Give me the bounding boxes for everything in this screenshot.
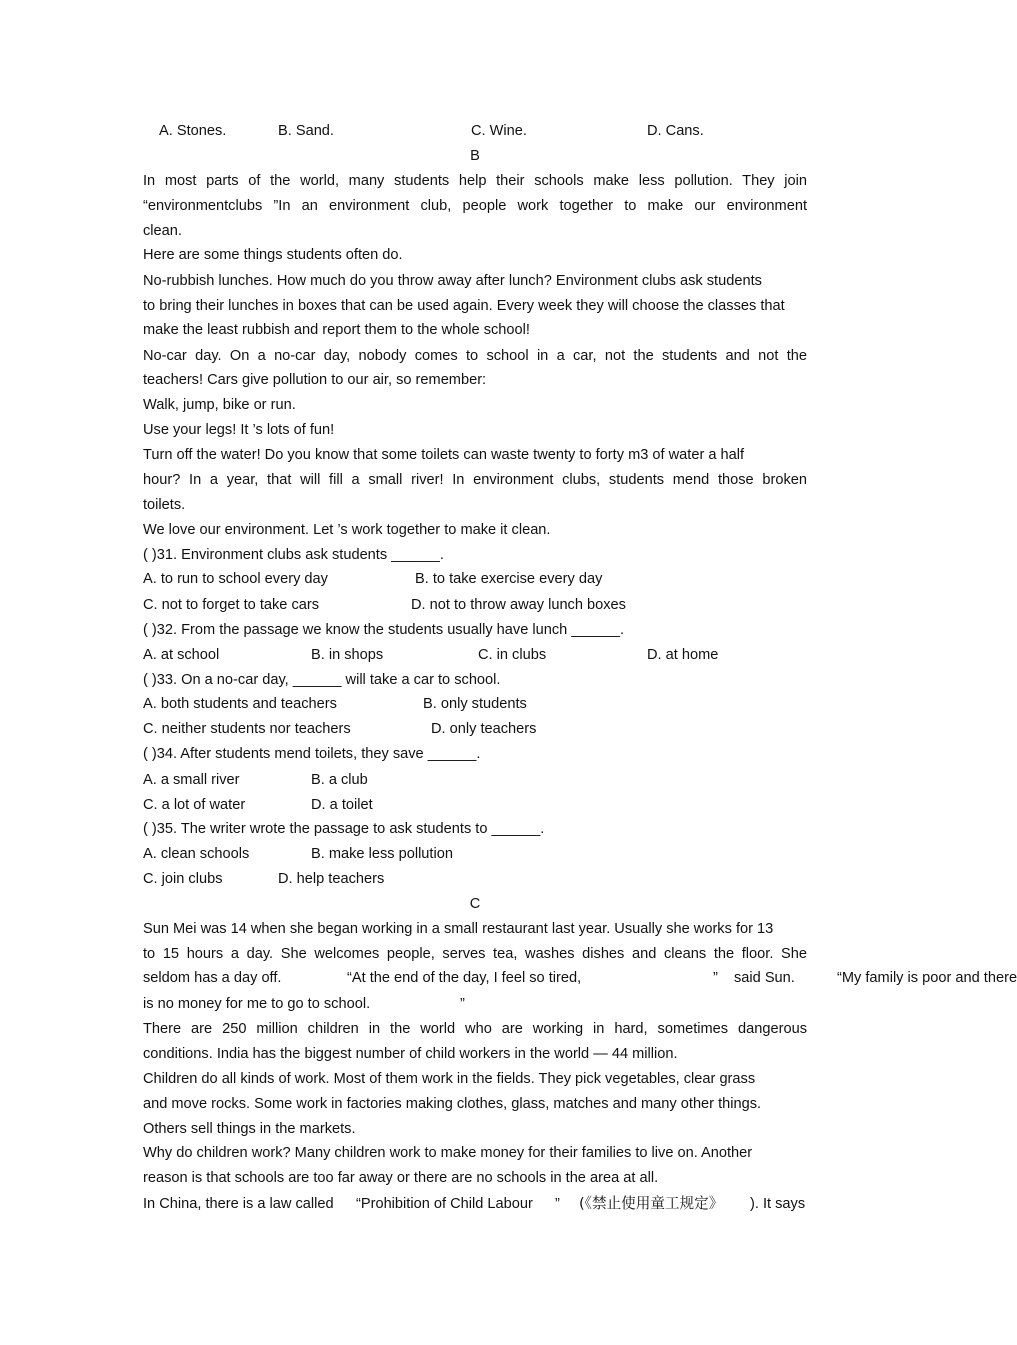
option-d: D. help teachers bbox=[278, 871, 385, 887]
passage-c-fragment: “My family is poor and there bbox=[837, 970, 1017, 986]
question-stem: ( )31. Environment clubs ask students ______. bbox=[143, 547, 444, 563]
question-stem: ( )33. On a no-car day, ______ will take a car to school. bbox=[143, 672, 501, 688]
option-a: A. at school bbox=[143, 647, 220, 663]
passage-c-line: reason is that schools are too far away or there are no schools in the area at all. bbox=[143, 1170, 659, 1186]
passage-b-line: clean. bbox=[143, 223, 182, 239]
passage-b-line: to bring their lunches in boxes that can be used again. Every week they will choose the classes that bbox=[143, 298, 785, 314]
passage-b-line: Walk, jump, bike or run. bbox=[143, 397, 296, 413]
prev-option-d: D. Cans. bbox=[647, 123, 704, 139]
option-a: A. a small river bbox=[143, 772, 240, 788]
passage-c-line: Others sell things in the markets. bbox=[143, 1121, 356, 1137]
passage-b-line: hour? In a year, that will fill a small river! In environment clubs, students mend those broken bbox=[143, 472, 807, 488]
passage-b-line: make the least rubbish and report them to the whole school! bbox=[143, 322, 530, 338]
passage-b-line: In most parts of the world, many students help their schools make less pollution. They join bbox=[143, 173, 807, 189]
section-c-heading: C bbox=[469, 896, 481, 912]
section-b-heading: B bbox=[470, 148, 480, 164]
passage-c-line: to 15 hours a day. She welcomes people, serves tea, washes dishes and cleans the floor. She bbox=[143, 946, 807, 962]
passage-c-fragment: ” bbox=[555, 1196, 560, 1212]
option-b: B. a club bbox=[311, 772, 368, 788]
option-d: D. at home bbox=[647, 647, 719, 663]
passage-c-fragment: (《禁止使用童工规定》 bbox=[579, 1195, 724, 1212]
passage-b-line: “environmentclubs ”In an environment club, people work together to make our environment bbox=[143, 198, 807, 214]
option-c: C. not to forget to take cars bbox=[143, 597, 320, 613]
passage-b-line: teachers! Cars give pollution to our air, so remember: bbox=[143, 372, 487, 388]
passage-b-line: We love our environment. Let ’s work together to make it clean. bbox=[143, 522, 551, 538]
passage-c-fragment: said Sun. bbox=[734, 970, 795, 986]
prev-option-a: A. Stones. bbox=[159, 123, 227, 139]
passage-c-fragment: ” bbox=[713, 970, 718, 986]
option-b: B. make less pollution bbox=[311, 846, 453, 862]
passage-c-line: Why do children work? Many children work to make money for their families to live on. Another bbox=[143, 1145, 753, 1161]
passage-c-line: and move rocks. Some work in factories making clothes, glass, matches and many other things. bbox=[143, 1096, 762, 1112]
passage-b-line: toilets. bbox=[143, 497, 186, 513]
passage-c-fragment: ” bbox=[460, 996, 465, 1012]
passage-b-line: Here are some things students often do. bbox=[143, 247, 403, 263]
passage-b-line: Use your legs! It ’s lots of fun! bbox=[143, 422, 335, 438]
passage-c-fragment: ). It says bbox=[750, 1196, 806, 1212]
option-d: D. not to throw away lunch boxes bbox=[411, 597, 626, 613]
passage-c-line: Sun Mei was 14 when she began working in a small restaurant last year. Usually she works for 13 bbox=[143, 921, 774, 937]
passage-b-line: Turn off the water! Do you know that some toilets can waste twenty to forty m3 of water a half bbox=[143, 447, 745, 463]
option-a: A. to run to school every day bbox=[143, 571, 328, 587]
option-c: C. neither students nor teachers bbox=[143, 721, 351, 737]
prev-option-b: B. Sand. bbox=[278, 123, 334, 139]
passage-c-fragment: is no money for me to go to school. bbox=[143, 996, 371, 1012]
passage-c-line: There are 250 million children in the world who are working in hard, sometimes dangerous bbox=[143, 1021, 807, 1037]
passage-b-line: No-rubbish lunches. How much do you throw away after lunch? Environment clubs ask students bbox=[143, 273, 762, 289]
question-stem: ( )32. From the passage we know the students usually have lunch ______. bbox=[143, 622, 625, 638]
passage-c-line: Children do all kinds of work. Most of them work in the fields. They pick vegetables, clear grass bbox=[143, 1071, 756, 1087]
option-a: A. clean schools bbox=[143, 846, 250, 862]
prev-option-c: C. Wine. bbox=[471, 123, 527, 139]
option-b: B. to take exercise every day bbox=[415, 571, 603, 587]
option-b: B. in shops bbox=[311, 647, 384, 663]
question-stem: ( )35. The writer wrote the passage to ask students to ______. bbox=[143, 821, 545, 837]
passage-c-fragment: “At the end of the day, I feel so tired, bbox=[347, 970, 582, 986]
option-c: C. in clubs bbox=[478, 647, 547, 663]
option-b: B. only students bbox=[423, 696, 527, 712]
passage-b-line: No-car day. On a no-car day, nobody comes to school in a car, not the students and not the bbox=[143, 348, 807, 364]
passage-c-fragment: seldom has a day off. bbox=[143, 970, 282, 986]
option-d: D. only teachers bbox=[431, 721, 537, 737]
option-d: D. a toilet bbox=[311, 797, 373, 813]
option-c: C. a lot of water bbox=[143, 797, 246, 813]
passage-c-fragment: In China, there is a law called bbox=[143, 1196, 334, 1212]
option-a: A. both students and teachers bbox=[143, 696, 337, 712]
question-stem: ( )34. After students mend toilets, they save ______. bbox=[143, 746, 481, 762]
passage-c-fragment: “Prohibition of Child Labour bbox=[356, 1196, 533, 1212]
passage-c-line: conditions. India has the biggest number of child workers in the world — 44 million. bbox=[143, 1046, 678, 1062]
option-c: C. join clubs bbox=[143, 871, 223, 887]
